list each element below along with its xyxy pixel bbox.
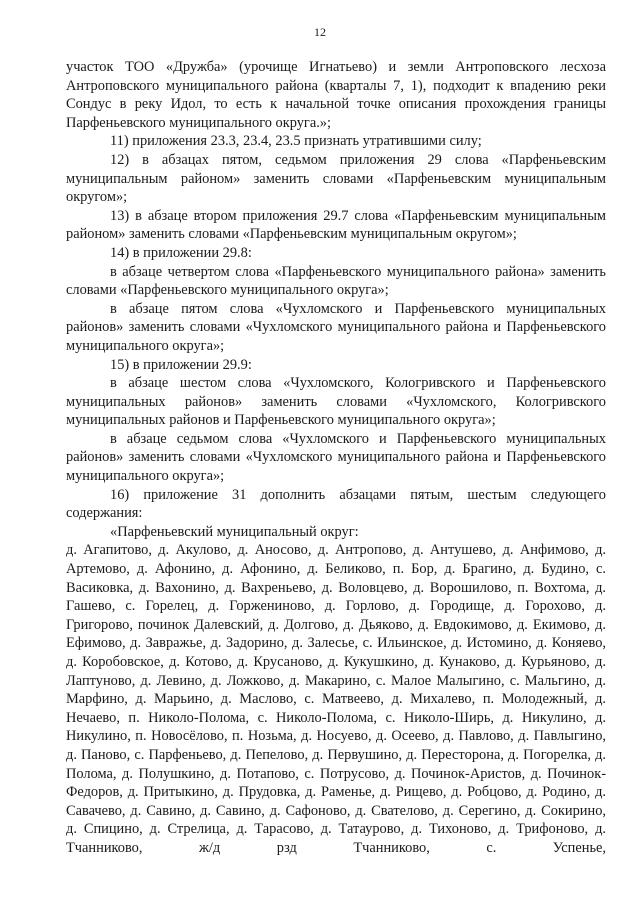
paragraph-item-15-b: в абзаце седьмом слова «Чухломского и Парфеньевского муниципальных районов» заменить словами «Чухломского муниципального района и Парфеньевского муниципального округа»;	[66, 430, 606, 485]
paragraph-item-12: 12) в абзацах пятом, седьмом приложения 29 слова «Парфеньевским муниципальным районом» заменить словами «Парфеньевским муниципальным округом»;	[66, 151, 606, 206]
paragraph-district-heading: «Парфеньевский муниципальный округ:	[110, 523, 359, 540]
document-body	[66, 58, 606, 858]
paragraph-item-11: 11) приложения 23.3, 23.4, 23.5 признать утратившими силу;	[110, 133, 482, 150]
paragraph-boundary-description: участок ТОО «Дружба» (урочище Игнатьево) и земли Антроповского лесхоза Антроповского муниципального района (кварталы 7, 1), подходит к впадению реки Сондус в реку Идол, то есть к начальной точке описания прохождения границы Парфеньевского муниципального округа.»;	[66, 59, 606, 131]
paragraph-item-15: 15) в приложении 29.9:	[110, 356, 252, 373]
paragraph-item-15-a: в абзаце шестом слова «Чухломского, Кологривского и Парфеньевского муниципальных районов» заменить словами «Чухломского, Кологривского муниципальных районов и Парфеньевского муниципального округа»;	[66, 375, 606, 429]
page-number: 12	[314, 25, 326, 39]
paragraph-item-16: 16) приложение 31 дополнить абзацами пятым, шестым следующего содержания:	[66, 486, 606, 522]
paragraph-settlement-list: д. Агапитово, д. Акулово, д. Аносово, д. Антропово, д. Антушево, д. Анфимово, д. Артемово, д. Афонино, д. Афонино, д. Беликово, п. Бор, д. Брагино, д. Будино, с. Васиковка, д. Вахонино, д. Вахреньево, д. Воловцево, д. Ворошилово, п. Вохтома, д. Гашево, с. Горелец, д. Горженинoво, д. Горлово, д. Городище, д. Горохово, д. Григорово, починок Далевский, д. Долгово, д. Дьяково, д. Евдокимово, д. Екимово, д. Ефимово, д. Завражье, д. Задорино, д. Залесье, с. Ильинское, д. Истомино, д. Коняево, д. Коробовское, д. Котово, д. Крусаново, д. Кукушкино, д. Кунаково, д. Курьяново, д. Лаптуново, д. Левино, д. Ложково, д. Макарино, с. Малое Малыгино, с. Мальгино, д. Марфино, д. Марьино, д. Маслово, с. Матвеево, д. Михалево, п. Молодежный, д. Нечаево, п. Николо-Полома, с. Николо-Полома, с. Николо-Ширь, д. Никулино, д. Никулино, п. Новосёлово, п. Нозьма, д. Носуево, д. Осеево, д. Павлово, д. Павлыгино, д. Паново, с. Парфеньево, д. Пепелово, д. Первушино, д. Перестopона, д. Погорелка, д. Полома, д. Полушкино, д. Потапово, с. Потрусово, д. Починок-Аристов, д. Починок-Федоров, д. Притыкино, д. Прудовка, д. Раменье, д. Рищево, д. Робцово, д. Родино, д. Савачево, д. Савино, д. Савино, д. Сафоново, д. Свателово, д. Серегино, д. Сокирино, д. Спицино, д. Стрелица, д. Тарасово, д. Татаурово, д. Тихоново, д. Трифоново, д. Тчанниково, ж/д рзд Тчанниково, с. Успенье,	[66, 542, 606, 856]
paragraph-item-14: 14) в приложении 29.8:	[110, 244, 252, 261]
paragraph-item-13: 13) в абзаце втором приложения 29.7 слова «Парфеньевским муниципальным районом» заменить словами «Парфеньевским муниципальным округом»;	[66, 207, 606, 243]
paragraph-item-14-a: в абзаце четвертом слова «Парфеньевского муниципального района» заменить словами «Парфеньевского муниципального округа»;	[66, 263, 606, 299]
paragraph-item-14-b: в абзаце пятом слова «Чухломского и Парфеньевского муниципальных районов» заменить словами «Чухломского муниципального района и Парфеньевского муниципального округа»;	[66, 300, 606, 354]
